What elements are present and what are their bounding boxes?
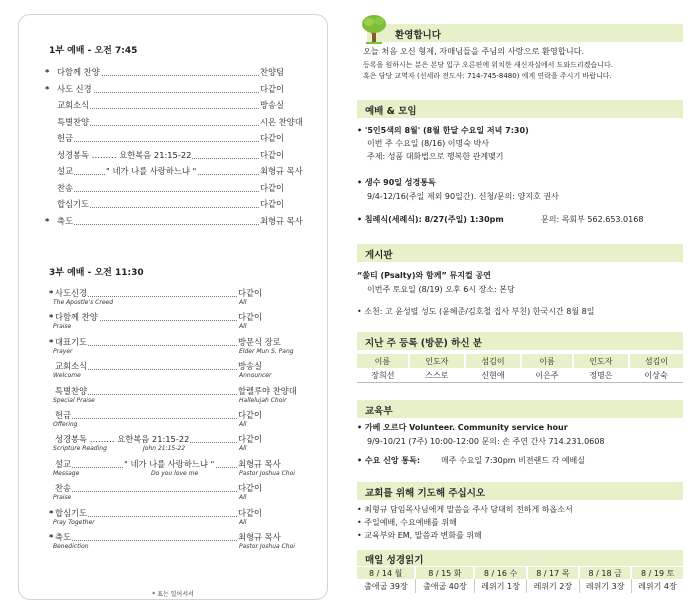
order-item-label: 대표기도 xyxy=(55,336,88,347)
dot-leader xyxy=(57,216,261,225)
order-item-leader: 다같이 xyxy=(238,410,263,420)
worship-title: 예배 & 모임 xyxy=(365,106,417,117)
stand-marker: * xyxy=(49,336,54,347)
order-item-label: 찬송 xyxy=(57,182,74,193)
order-item-english: Praise xyxy=(53,323,72,331)
education-item-1-line-1: 9/9-10/21 (7주) 10:00-12:00 문의: 손 주연 간사 714.231.0608 xyxy=(367,437,605,446)
reading-passages-row xyxy=(357,579,683,593)
attendance-table xyxy=(357,354,683,383)
order-item-leader: 다같이 xyxy=(238,312,263,323)
order-item-label: 특별찬양 xyxy=(57,116,90,127)
dot-leader xyxy=(57,410,253,419)
order-item-leader: 다같이 xyxy=(260,199,285,209)
education-item-1-heading: • 가베 오르다 Volunteer. Community service hour xyxy=(357,423,568,432)
sermon-title: " 네가 나를 사랑하느냐 " xyxy=(106,166,197,176)
order-item-label: 합심기도 xyxy=(57,199,90,209)
tree-icon xyxy=(360,14,388,44)
standing-footnote: * 표는 일어서서 xyxy=(152,591,194,598)
order-item-label: 축도 xyxy=(57,215,74,226)
order-item-english: Benediction xyxy=(53,543,89,550)
order-item-english: Offering xyxy=(53,421,78,428)
order-item-leader-english: Elder Mun S. Pang xyxy=(239,347,294,355)
order-item-label: 헌금 xyxy=(55,410,72,420)
order-item-label: 찬송 xyxy=(55,483,72,494)
order-item-leader: 다같이 xyxy=(238,288,263,298)
order-item-english-detail: John 21:15-22 xyxy=(143,445,186,453)
attendance-header-row xyxy=(357,354,683,368)
attendance-column-header: 인도자 xyxy=(409,354,465,368)
stand-marker: * xyxy=(49,507,54,518)
welcome-title: 환영합니다 xyxy=(395,30,441,41)
order-item-label: 설교 xyxy=(55,458,72,469)
stand-marker: * xyxy=(45,83,50,94)
board-header xyxy=(357,244,683,262)
attendance-cell: 신현애 xyxy=(465,368,521,383)
education-header xyxy=(357,400,683,418)
prayer-item: • 교육부와 EM, 말씀과 변화를 위해 xyxy=(357,531,482,540)
sermon-title: " 네가 나를 사랑하느냐 " xyxy=(124,458,215,469)
welcome-header xyxy=(367,24,683,42)
welcome-line-1: 오늘 처음 오신 형제, 자매님들을 주님의 사랑으로 환영합니다. xyxy=(363,46,585,56)
prayer-header xyxy=(357,482,683,500)
order-item-label: 교회소식 xyxy=(55,361,88,372)
dot-leader xyxy=(57,483,253,492)
order-item-leader-english: Hallelujah Choir xyxy=(239,396,287,404)
reading-date: 8 / 18 금 xyxy=(579,567,631,579)
worship-item-3-contact: 문의: 목회부 562.653.0168 xyxy=(541,215,644,224)
dot-leader xyxy=(57,133,261,142)
order-item-english: Message xyxy=(53,469,80,477)
order-item-english: Praise xyxy=(53,494,72,502)
reading-passage: 레위기 3장 xyxy=(579,579,631,593)
attendance-cell: 이상숙 xyxy=(629,368,683,383)
order-item-label: 다함께 찬양 xyxy=(57,67,100,77)
worship-item-1-heading: • '5인5색의 8월' (8월 한달 수요일 저녁 7:30) xyxy=(357,126,529,135)
reading-header xyxy=(357,550,683,566)
attendance-data-row xyxy=(357,368,683,383)
order-item-label: 성경봉독 ……… 요한복음 21:15-22 xyxy=(57,149,192,160)
stand-marker: * xyxy=(45,215,50,226)
announcements-panel xyxy=(357,14,687,604)
attendance-column-header: 이름 xyxy=(357,354,409,368)
order-item-leader: 시온 찬양대 xyxy=(260,116,303,127)
stand-marker: * xyxy=(49,288,54,298)
prayer-item: • 최형규 담임목사님에게 말씀을 주사 담대히 전하게 하옵소서 xyxy=(357,505,573,514)
attendance-title: 지난 주 등록 (방문) 하신 분 xyxy=(365,338,482,349)
order-item-label: 사도신경 xyxy=(55,288,88,298)
welcome-line-3: 혹은 담당 교역자 (선세라 전도사: 714-745-8480) 에게 연락을 주시기 바랍니다. xyxy=(363,72,612,80)
order-item-english: Pray Together xyxy=(53,518,95,526)
attendance-cell: 정명은 xyxy=(573,368,629,383)
order-item-leader: 다같이 xyxy=(238,507,263,518)
attendance-cell: 스스로 xyxy=(409,368,465,383)
attendance-column-header: 인도자 xyxy=(573,354,629,368)
order-item-leader: 다같이 xyxy=(260,149,285,160)
order-item-leader-english: Announcer xyxy=(239,372,272,380)
order-item-label: 사도 신경 xyxy=(57,83,92,94)
order-item-leader-english: Pastor Joshua Choi xyxy=(239,469,295,477)
dot-leader xyxy=(57,532,253,541)
reading-passage: 출애굽 40장 xyxy=(415,579,474,593)
order-item-leader: 다같이 xyxy=(260,133,285,143)
attendance-column-header: 이름 xyxy=(521,354,573,368)
order-item-label: 교회소식 xyxy=(57,100,90,110)
stand-marker: * xyxy=(49,312,54,323)
education-title: 교육부 xyxy=(365,406,393,417)
order-item-leader: 찬양팀 xyxy=(260,67,285,77)
order-item-label: 다함께 찬양 xyxy=(55,312,98,323)
worship-item-3-heading: • 침례식(세례식): 8/27(주일) 1:30pm xyxy=(357,215,504,224)
order-item-leader: 다같이 xyxy=(238,434,263,445)
order-item-label: 축도 xyxy=(55,532,72,542)
order-item-leader-english: All xyxy=(239,494,247,502)
order-item-english-detail: Do you love me xyxy=(151,469,199,477)
welcome-line-2: 등록을 원하시는 분은 본당 입구 오른편에 위치한 새신자실에서 도와드리겠습니다. xyxy=(363,61,613,69)
worship-item-2-line-1: 9/4-12/16(주일 제외 90일간). 신청/문의: 양지호 권사 xyxy=(367,192,559,201)
reading-date: 8 / 19 토 xyxy=(631,567,683,579)
reading-title: 매일 성경읽기 xyxy=(365,555,424,566)
reading-table xyxy=(357,567,683,593)
order-item-label: 헌금 xyxy=(57,133,74,143)
order-item-label: 성경봉독 ……… 요한복음 21:15-22 xyxy=(55,434,190,445)
order-item-leader: 방문식 장로 xyxy=(238,336,281,347)
order-item-english: Prayer xyxy=(53,347,73,355)
reading-passage: 레위기 1장 xyxy=(474,579,526,593)
order-item-english: Special Praise xyxy=(53,396,95,404)
worship-item-2-heading: • 생수 90일 성경통독 xyxy=(357,178,436,187)
board-title: 게시판 xyxy=(365,250,393,261)
service3-title: 3부 예배 - 오전 11:30 xyxy=(49,268,144,278)
order-item-leader-english: All xyxy=(239,518,247,526)
attendance-column-header: 섬김이 xyxy=(465,354,521,368)
board-item-1-heading: “쏠티 (Psalty)와 함께” 뮤지컬 공연 xyxy=(357,271,491,280)
reading-date: 8 / 16 수 xyxy=(474,567,526,579)
order-item-english: Welcome xyxy=(53,372,81,380)
order-item-leader: 최형규 목사 xyxy=(260,166,303,176)
order-item-label: 합심기도 xyxy=(55,507,88,518)
attendance-cell: 이은주 xyxy=(521,368,573,383)
reading-passage: 레위기 4장 xyxy=(638,581,677,591)
order-item-english: The Apostle's Creed xyxy=(53,299,114,306)
order-item-leader: 최형규 목사 xyxy=(238,458,281,469)
order-item-leader-english: Pastor Joshua Choi xyxy=(239,543,295,550)
order-item-label: 특별찬양 xyxy=(55,385,88,396)
order-of-worship-panel xyxy=(18,14,328,600)
service1-title: 1부 예배 - 오전 7:45 xyxy=(49,46,138,56)
reading-date: 8 / 14 월 xyxy=(357,567,415,579)
worship-item-1-line-2: 주제: 성품 대화법으로 행복한 관계맺기 xyxy=(367,152,504,161)
order-item-leader-english: All xyxy=(239,323,247,331)
order-item-leader: 다같이 xyxy=(238,483,263,494)
prayer-title: 교회를 위해 기도해 주십시오 xyxy=(365,488,486,499)
reading-passage: 레위기 2장 xyxy=(527,579,579,593)
education-item-2-heading: • 수요 신앙 통독: xyxy=(357,456,421,465)
order-item-leader: 할렐루야 찬양대 xyxy=(238,385,297,396)
dot-leader xyxy=(57,183,261,192)
stand-marker: * xyxy=(45,67,50,77)
reading-date: 8 / 17 목 xyxy=(527,567,579,579)
attendance-header xyxy=(357,332,683,350)
stand-marker: * xyxy=(49,532,54,542)
order-item-leader: 다같이 xyxy=(260,83,285,94)
reading-date: 8 / 15 화 xyxy=(415,567,474,579)
reading-passage: 출애굽 39장 xyxy=(357,579,415,593)
prayer-item: • 주일예배, 수요예배를 위해 xyxy=(357,518,457,527)
reading-dates-row xyxy=(357,567,683,579)
education-item-2-detail: 매주 수요일 7:30pm 비젼랜드 각 예배실 xyxy=(441,456,586,465)
order-item-english: Scripture Reading xyxy=(53,445,107,453)
order-item-leader: 다같이 xyxy=(260,182,285,193)
attendance-column-header: 섬김이 xyxy=(629,354,683,368)
order-item-label: 설교 xyxy=(57,166,74,176)
order-item-leader-english: All xyxy=(239,299,247,306)
order-item-leader: 최형규 목사 xyxy=(260,215,303,226)
order-item-leader: 방송실 xyxy=(238,361,263,372)
worship-item-1-line-1: 이번 주 수요일 (8/16) 이명숙 박사 xyxy=(367,139,489,148)
order-item-leader-english: All xyxy=(239,421,247,428)
worship-header xyxy=(357,100,683,118)
order-item-leader: 방송실 xyxy=(260,100,285,110)
board-item-2-line-1: • 소천: 고 윤성렬 성도 (윤혜준/김호철 집사 부친) 한국시간 8월 8일 xyxy=(357,307,595,316)
board-item-1-line-1: 이번주 토요일 (8/19) 오후 6시 장소: 본당 xyxy=(367,285,515,294)
attendance-cell: 장희선 xyxy=(357,368,409,383)
order-item-leader-english: All xyxy=(239,445,247,453)
order-item-leader: 최형규 목사 xyxy=(238,532,281,542)
